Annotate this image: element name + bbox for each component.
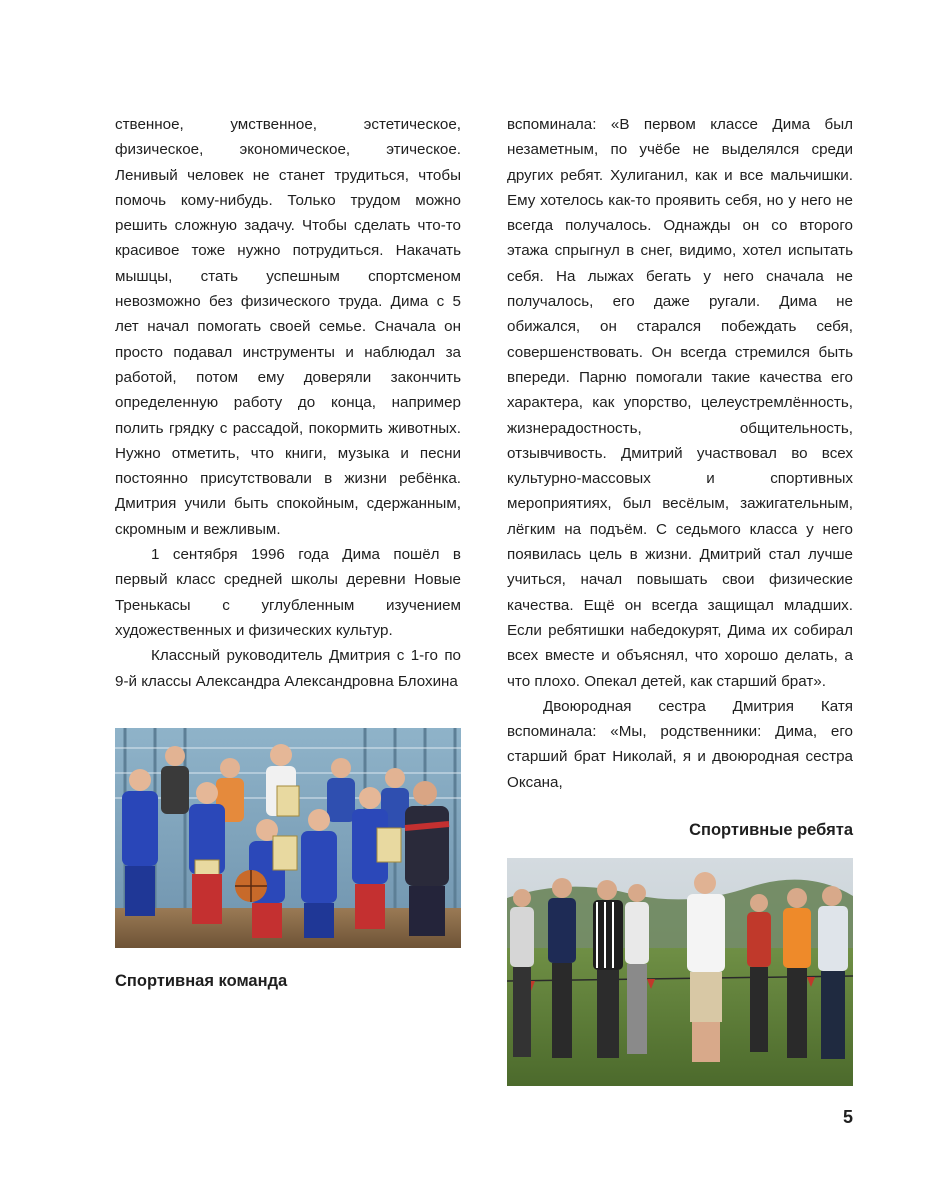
left-text-column [115, 112, 461, 694]
paragraph: Классный руководитель Дмитрия с 1-го по 9-й классы Александра Александровна Блохина [115, 647, 461, 690]
sports-team-photo [115, 728, 461, 948]
paragraph: ственное, умственное, эстетическое, физическое, экономическое, этическое. Ленивый человек не станет трудиться, чтобы помочь кому-нибудь. Только трудом можно решить сложную задачу. Чтобы сделать что-то красивое тоже нужно потрудиться. Накачать мышцы, стать успешным спортсменом невозможно без физического труда. Дима с 5 лет начал помогать своей семье. Сначала он просто подавал инструменты и наблюдал за работой, потом ему доверяли закончить определенную работу до конца, например полить грядку с рассадой, покормить животных. Нужно отметить, что книги, музыка и песни постоянно присутствовали в жизни ребёнка. Дмитрия учили быть спокойным, сдержанным, скромным и вежливым. [115, 116, 461, 538]
page-number: 5 [842, 1107, 853, 1127]
paragraph: вспоминала: «В первом классе Дима был незаметным, по учёбе не выделялся среди других ребят. Хулиганил, как и все мальчишки. Ему хотелось как-то проявить себя, но у него не всегда получалось. Однажды он со второго этажа спрыгнул в снег, видимо, хотел испытать себя. На лыжах бегать у него сначала не получалось, его даже ругали. Дима не обижался, он старался побеждать себя, совершенствовать. Он всегда стремился быть впереди. Парню помогали такие качества его характера, как упорство, целеустремлённость, жизнерадостность, общительность, отзывчивость. Дмитрий участвовал во всех культурно-массовых и спортивных мероприятиях, был весёлым, зажигательным, лёгким на подъём. С седьмого класса у него появилась цель в жизни. Дмитрий стал лучше учиться, начал повышать свои физические качества. Ещё он всегда защищал младших. Если ребятишки набедокурят, Дима их собирал всех вместе и объяснял, что хорошо делать, а что плохо. Опекал детей, как старший брат». [507, 116, 853, 690]
paragraph: Двоюродная сестра Дмитрия Катя вспоминала: «Мы, родственники: Дима, его старший брат Николай, я и двоюродная сестра Оксана, [507, 697, 853, 791]
sports-kids-photo [507, 858, 853, 1086]
photo-caption-kids: Спортивные ребята [689, 821, 853, 839]
photo-caption-team: Спортивная команда [115, 972, 288, 990]
right-text-column [507, 112, 853, 795]
paragraph: 1 сентября 1996 года Дима пошёл в первый класс средней школы деревни Новые Тренькасы с углубленным изучением художественных и физических культур. [115, 546, 461, 639]
